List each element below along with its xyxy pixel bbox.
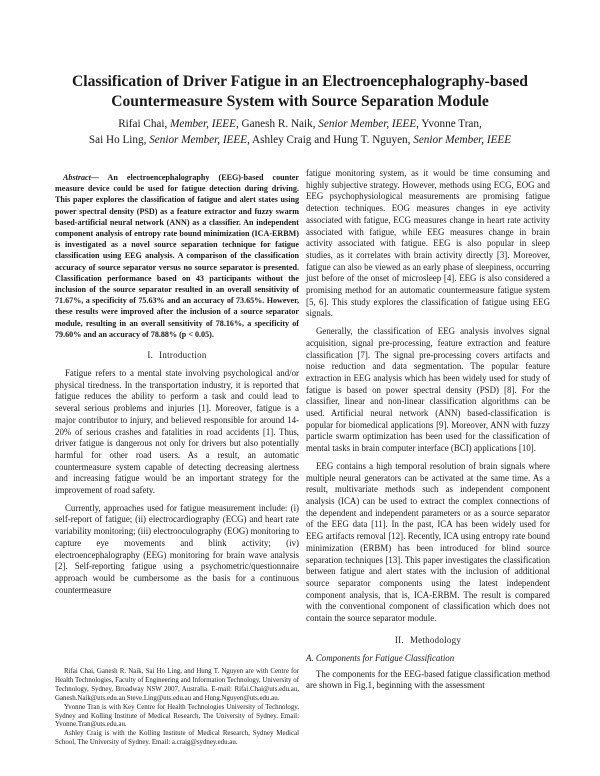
intro-paragraph: Currently, approaches used for fatigue measurement include: (i) self-report of fatigue; (ii) electrocardiography (ECG) and heart rate variability monitoring; (iii) electrooculography (EOG) monitoring to capture eye movements and blink activity; (iv) electroencephalography (EEG) monitoring for brain wave analysis [2]. Self-reporting fatigue using a psychometric/questionnaire approach would be cumbersome as the basis for a continuous countermeasure	[55, 502, 300, 595]
abstract-lead: Abstract—	[63, 173, 99, 182]
footnotes	[55, 668, 299, 748]
author-role: Senior Member, IEEE	[149, 134, 248, 146]
footnote: Yvonne Tran is with Key Centre for Health Technologies University of Technology, Sydney and Kolling Institute of Medical Research, The University of Sydney. Email: Yvonne.Tran@uts.edu.au.	[55, 703, 299, 729]
section-heading-methodology	[306, 635, 550, 645]
paper-title: Classification of Driver Fatigue in an Electroencephalography-based Countermeasure System with Source Separation Module	[72, 73, 528, 110]
section-title: Methodology	[409, 634, 462, 645]
author-role: Senior Member, IEEE	[318, 118, 417, 130]
footnote: Rifai Chai, Ganesh R. Naik, Sai Ho Ling, and Hung T. Nguyen are with Centre for Health Technologies, Faculty of Engineering and Information Technology, University of Technology, Sydney, Broadway NSW 2007, Australia. E-mail: Rifai.Chai@uts.edu.au, Ganesh.Naik@uts.edu.au Steve.Ling@uts.edu.au and Hung.Nguyen@uts.edu.au.	[55, 668, 299, 702]
author-role: Member, IEEE	[170, 118, 236, 130]
section-heading-introduction	[55, 350, 299, 360]
footnote: Ashley Craig is with the Kolling Institute of Medical Research, Sydney Medical School, The University of Sydney. Email: a.craig@sydney.edu.au.	[55, 730, 299, 747]
left-column	[55, 172, 299, 596]
intro-paragraph: fatigue monitoring system, as it would be time consuming and highly subjective strategy. However, methods using ECG, EOG and EEG psychophysiological measurements are promising fatigue detection techniques. EOG measures changes in eye activity associated with fatigue, ECG measures change in heart rate activity associated with fatigue, while EEG measures change in brain activity associated with fatigue. EEG is also popular in sleep studies, as it correlates with brain activity directly [3]. Moreover, fatigue can also be viewed as an early phase of sleepiness, occurring just before of the onset of microsleep [4]. EEG is also considered a promising method for an automatic countermeasure fatigue system [5, 6]. This study explores the classification of fatigue using EEG signals.	[306, 168, 550, 319]
author-name: Sai Ho Ling	[88, 134, 144, 146]
author-name: Yvonne Tran	[421, 118, 479, 130]
author-name: Ganesh R. Naik	[241, 118, 313, 130]
methods-paragraph: The components for the EEG-based fatigue classification method are shown in Fig.1, beginning with the assessment	[306, 668, 550, 691]
subsection-heading	[306, 653, 550, 663]
subsection-label: A.	[306, 652, 314, 663]
section-title: Introduction	[159, 350, 207, 361]
intro-paragraph: EEG contains a high temporal resolution of brain signals where multiple neural generators can be activated at the same time. As a result, multivariate methods such as independent component analysis (ICA) can be used to extract the complex connections of the dependent and independent parameters or as a source separator of the EEG data [11]. In the past, ICA has been widely used for EEG artifacts removal [12]. Recently, ICA using entropy rate bound minimization (ERBM) has been introduced for blind source separation techniques [13]. This paper investigates the classification between fatigue and alert states with the inclusion of additional source separator components using the latest independent component analysis, that is, ICA-ERBM. The result is compared with the conventional component of classification which does not contain the source separator module.	[306, 460, 550, 624]
author-role: Senior Member, IEEE	[413, 134, 512, 146]
author-name: Ashley Craig	[252, 134, 312, 146]
author-name: Rifai Chai	[118, 118, 165, 130]
section-number: I.	[147, 350, 154, 361]
intro-paragraph: Fatigue refers to a mental state involving psychological and/or physical tiredness. In the transportation industry, it is reported that fatigue reduces the ability to perform a task and could lead to several serious problems and injuries [1]. Moreover, fatigue is a major contributor to injury, and believed responsible for around 14-20% of serious crashes and fatalities in road accidents [1]. Thus, driver fatigue is dangerous not only for drivers but also potentially harmful for other road users. As a result, an automatic countermeasure system capable of detecting decreasing alertness and increasing fatigue would be an important strategy for the improvement of road safety.	[55, 368, 299, 496]
section-number: II.	[394, 634, 404, 645]
intro-paragraph: Generally, the classification of EEG analysis involves signal acquisition, signal pre-processing, feature extraction and feature classification [7]. The signal pre-processing covers artifacts and noise reduction and data segmentation. The popular feature extraction in EEG analysis which has been widely used for study of fatigue is based on power spectral density (PSD) [8]. For the classifier, linear and non-linear classification algorithms can be used. Artificial neural network (ANN) based-classification is popular for biomedical applications [9]. Moreover, ANN with fuzzy particle swarm optimization has been used for the classification of mental tasks in brain computer interface (BCI) applications [10].	[306, 326, 550, 454]
right-column	[306, 168, 550, 692]
abstract	[55, 172, 299, 340]
subsection-title: Components for Fatigue Classification	[315, 652, 455, 663]
abstract-text: An electroencephalography (EEG)-based counter measure device could be used for fatigue detection during driving. This paper explores the classification of fatigue and alert states using power spectral density (PSD) as a feature extractor and fuzzy swarm based-artificial neural network (ANN) as a classifier. An independent component analysis of entropy rate bound minimization (ICA-ERBM) is investigated as a novel source separation technique for fatigue classification using EEG analysis. A comparison of the classification accuracy of source separator versus no source separator is presented. Classification performance based on 43 participants without the inclusion of the source separator resulted in an overall sensitivity of 71.67%, a specificity of 75.63% and an accuracy of 73.65%. However, these results were improved after the inclusion of a source separator module, resulting in an overall sensitivity of 78.16%, a specificity of 79.60% and an accuracy of 78.88% (p < 0.05).	[55, 173, 299, 339]
author-name: Hung T. Nguyen	[333, 134, 408, 146]
author-list: Rifai Chai, Member, IEEE, Ganesh R. Naik, Senior Member, IEEE, Yvonne Tran, Sai Ho Ling, Senior Member, IEEE, Ashley Craig and Hung T. Nguyen, Senior Member, IEEE	[88, 118, 512, 146]
